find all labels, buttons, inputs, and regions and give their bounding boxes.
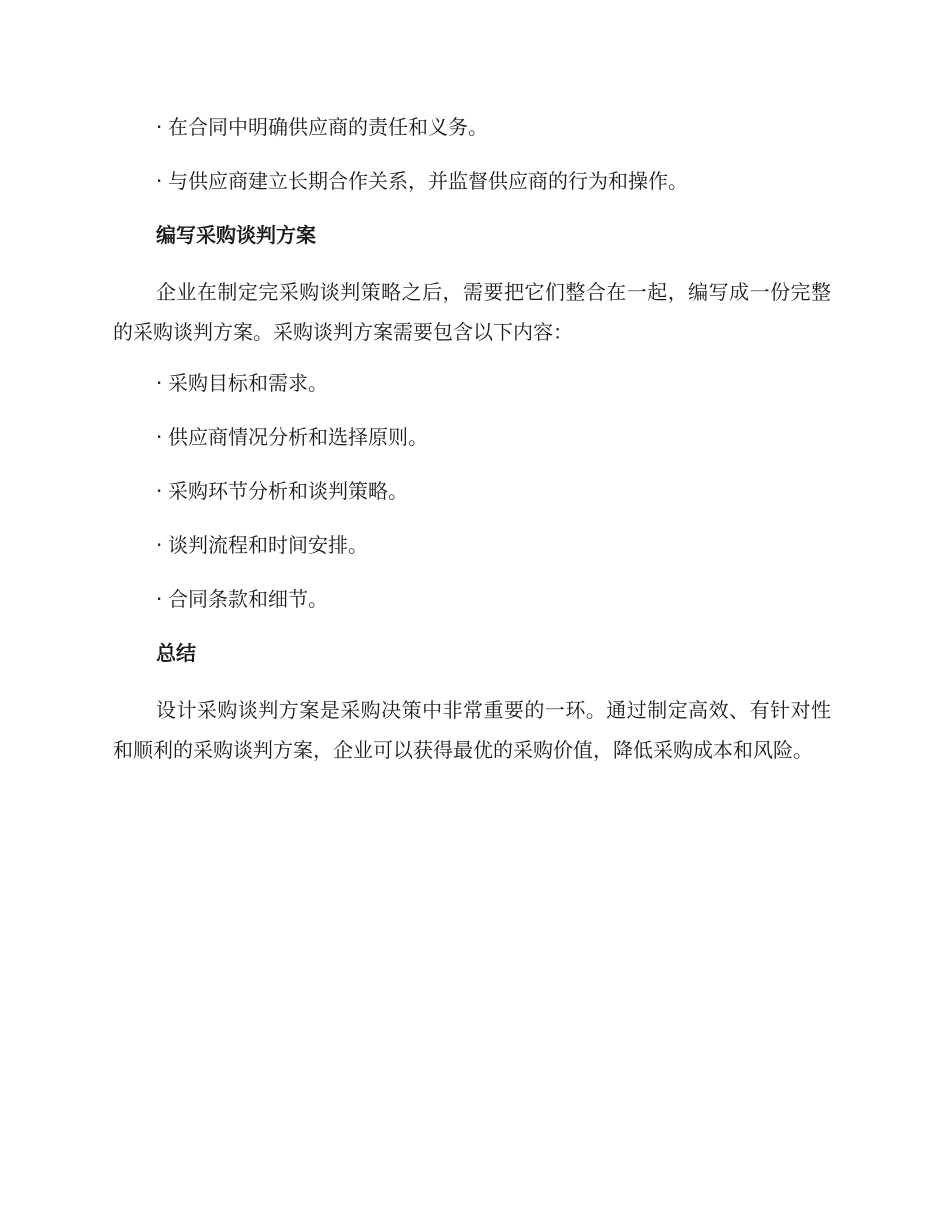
bullet-item	[113, 474, 831, 508]
bullet-item	[113, 528, 831, 562]
bullet-dot: ·	[156, 425, 163, 449]
bullet-item	[113, 582, 831, 616]
bullet-dot: ·	[156, 371, 163, 395]
bullet-item	[113, 366, 831, 400]
bullet-text: 在合同中明确供应商的责任和义务。	[168, 115, 488, 139]
document-content	[113, 110, 831, 784]
bullet-text: 合同条款和细节。	[168, 587, 328, 611]
section-paragraph: 设计采购谈判方案是采购决策中非常重要的一环。通过制定高效、有针对性和顺利的采购谈判方案，企业可以获得最优的采购价值，降低采购成本和风险。	[113, 698, 831, 762]
bullet-dot: ·	[156, 479, 163, 503]
bullet-dot: ·	[156, 533, 163, 557]
bullet-text: 采购目标和需求。	[168, 371, 328, 395]
bullet-item	[113, 110, 831, 144]
section-paragraph: 企业在制定完采购谈判策略之后，需要把它们整合在一起，编写成一份完整的采购谈判方案。采购谈判方案需要包含以下内容：	[113, 280, 831, 344]
bullet-dot: ·	[156, 115, 163, 139]
bullet-text: 供应商情况分析和选择原则。	[168, 425, 428, 449]
bullet-item	[113, 164, 831, 198]
section-heading: 总结	[156, 641, 196, 665]
bullet-dot: ·	[156, 169, 163, 193]
bullet-text: 谈判流程和时间安排。	[168, 533, 368, 557]
bullet-item	[113, 420, 831, 454]
bullet-text: 采购环节分析和谈判策略。	[168, 479, 408, 503]
bullet-dot: ·	[156, 587, 163, 611]
section-heading: 编写采购谈判方案	[156, 223, 316, 247]
bullet-text: 与供应商建立长期合作关系，并监督供应商的行为和操作。	[168, 169, 688, 193]
